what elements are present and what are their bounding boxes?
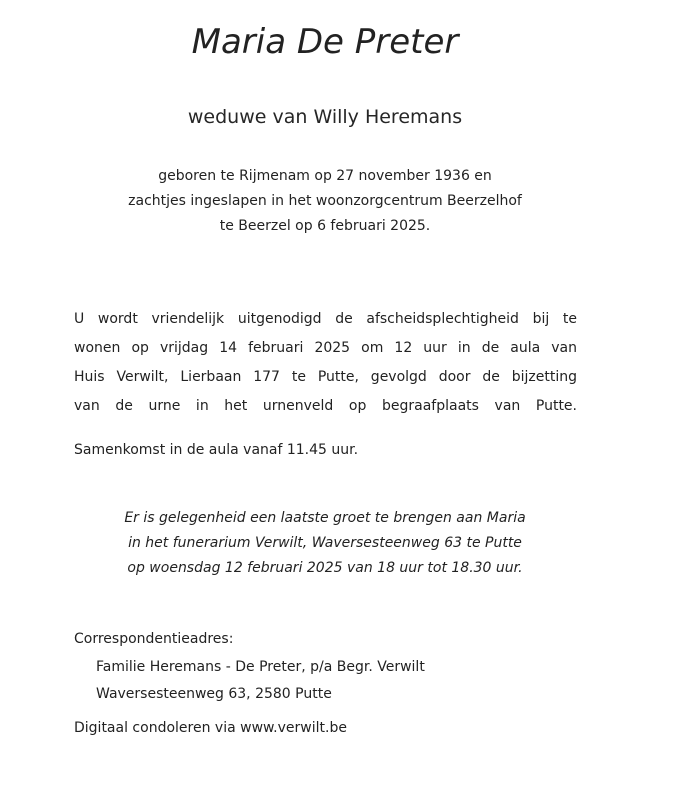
invitation-line: van de urne in het urnenveld op begraafplaats van Putte. — [74, 398, 577, 414]
invitation-line: U wordt vriendelijk uitgenodigd de afscheidsplechtigheid bij te — [74, 311, 577, 327]
deceased-name: Maria De Preter — [191, 22, 459, 62]
correspondence-address-line: Waversesteenweg 63, 2580 Putte — [96, 686, 332, 702]
viewing-line: Er is gelegenheid een laatste groet te brengen aan Maria — [124, 510, 526, 526]
viewing-line: op woensdag 12 februari 2025 van 18 uur tot 18.30 uur. — [127, 560, 523, 576]
passing-date-line: te Beerzel op 6 februari 2025. — [219, 218, 431, 234]
invitation-line: wonen op vrijdag 14 februari 2025 om 12 uur in de aula van — [74, 340, 577, 356]
correspondence-heading: Correspondentieadres: — [74, 631, 234, 647]
viewing-line: in het funerarium Verwilt, Waversesteenweg 63 te Putte — [128, 535, 522, 551]
correspondence-address-line: Familie Heremans - De Preter, p/a Begr. Verwilt — [96, 659, 425, 675]
gathering-time: Samenkomst in de aula vanaf 11.45 uur. — [74, 442, 359, 458]
viewing-details — [0, 506, 650, 581]
invitation-line: Huis Verwilt, Lierbaan 177 te Putte, gevolgd door de bijzetting — [74, 369, 577, 385]
online-condolence-line: Digitaal condoleren via www.verwilt.be — [74, 720, 347, 736]
funeral-invitation — [74, 305, 577, 421]
birth-line: geboren te Rijmenam op 27 november 1936 en — [158, 168, 492, 184]
widow-of-line: weduwe van Willy Heremans — [187, 106, 463, 128]
passing-line: zachtjes ingeslapen in het woonzorgcentrum Beerzelhof — [128, 193, 522, 209]
birth-death-details — [0, 164, 650, 239]
